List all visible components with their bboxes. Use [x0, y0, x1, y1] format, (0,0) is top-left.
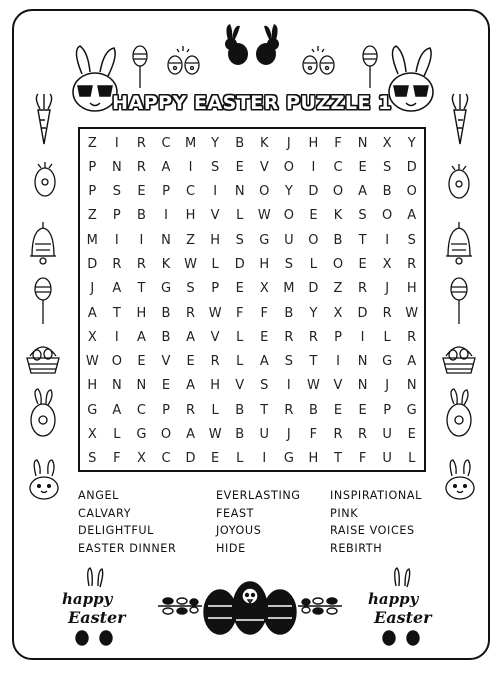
grid-letter: D — [87, 257, 98, 273]
grid-letter: W — [306, 378, 320, 394]
grid-letter: W — [405, 305, 419, 321]
grid-letter: I — [213, 184, 218, 200]
grid-letter: C — [136, 402, 146, 418]
bell-icon — [442, 218, 476, 266]
grid-letter: S — [284, 354, 293, 370]
grid-letter: L — [383, 329, 391, 345]
grid-letter: I — [385, 232, 390, 248]
word-list — [78, 487, 438, 557]
grid-letter: C — [333, 159, 343, 175]
bunny-face-icon — [440, 458, 480, 502]
grid-letter: H — [406, 281, 417, 297]
grid-letter: A — [407, 208, 417, 224]
grid-letter: J — [286, 135, 291, 151]
grid-letter: H — [210, 378, 221, 394]
grid-letter: Y — [407, 135, 416, 151]
grid-letter: V — [161, 354, 171, 370]
grid-letter: G — [382, 354, 393, 370]
grid-letter: R — [284, 329, 294, 345]
grid-letter: P — [162, 184, 170, 200]
grid-letter: N — [357, 354, 368, 370]
grid-letter: F — [358, 451, 367, 467]
grid-letter: I — [164, 208, 168, 224]
easter-text: Easter — [68, 608, 126, 627]
grid-letter: R — [112, 257, 122, 273]
word-item: ANGEL — [78, 489, 119, 502]
grid-letter: A — [186, 427, 196, 443]
grid-letter: P — [88, 184, 97, 200]
grid-letter: L — [113, 427, 121, 443]
grid-letter: L — [236, 451, 244, 467]
grid-letter: H — [259, 257, 270, 273]
easter-egg-icon — [163, 44, 205, 76]
grid-letter: R — [284, 402, 294, 418]
grid-letter: X — [333, 305, 343, 321]
easter-text: Easter — [374, 608, 432, 627]
grid-letter: J — [286, 427, 291, 443]
letter-grid — [80, 131, 424, 471]
laurel-icon — [156, 595, 204, 617]
grid-letter: P — [383, 402, 392, 418]
grid-letter: A — [136, 329, 146, 345]
grid-letter: E — [309, 208, 318, 224]
grid-letter: S — [112, 184, 121, 200]
grid-letter: T — [358, 232, 367, 248]
grid-letter: E — [260, 329, 269, 345]
word-item: REBIRTH — [330, 541, 383, 555]
word-item: JOYOUS — [216, 524, 262, 537]
grid-letter: F — [309, 427, 318, 443]
grid-letter: I — [114, 135, 119, 151]
grid-letter: S — [284, 257, 293, 273]
grid-letter: S — [211, 159, 220, 175]
grid-letter: Y — [211, 135, 220, 151]
word-item: PINK — [330, 506, 359, 520]
lollipop-egg-icon — [130, 44, 150, 90]
grid-letter: G — [259, 232, 270, 248]
chick-in-egg-icon — [200, 574, 300, 638]
grid-letter: G — [87, 402, 98, 418]
grid-letter: R — [382, 305, 392, 321]
grid-letter: W — [257, 208, 271, 224]
happy-easter-lettering-left — [56, 566, 134, 650]
grid-letter: O — [111, 354, 122, 370]
grid-letter: S — [260, 378, 269, 394]
grid-letter: D — [406, 159, 417, 175]
grid-letter: S — [88, 451, 97, 467]
word-column-1 — [78, 487, 176, 557]
grid-letter: A — [161, 159, 171, 175]
grid-letter: C — [186, 184, 196, 200]
grid-letter: I — [188, 159, 193, 175]
grid-letter: P — [112, 208, 121, 224]
grid-letter: O — [160, 427, 172, 443]
grid-letter: E — [137, 354, 146, 370]
grid-letter: R — [358, 281, 368, 297]
grid-letter: B — [382, 184, 392, 200]
grid-letter: B — [235, 402, 245, 418]
grid-letter: O — [332, 257, 344, 273]
easter-egg-icon — [298, 44, 340, 76]
grid-letter: G — [406, 402, 417, 418]
grid-letter: D — [357, 305, 368, 321]
grid-letter: B — [235, 135, 245, 151]
grid-letter: F — [235, 305, 244, 321]
grid-letter: H — [185, 208, 196, 224]
grid-letter: U — [284, 232, 294, 248]
carrot-icon — [446, 92, 474, 146]
grid-letter: I — [262, 451, 267, 467]
grid-letter: L — [236, 208, 244, 224]
word-column-3 — [330, 487, 422, 557]
grid-letter: E — [235, 281, 244, 297]
grid-letter: U — [382, 451, 392, 467]
grid-letter: E — [137, 184, 146, 200]
word-item: DELIGHTFUL — [78, 524, 154, 537]
grid-letter: B — [308, 402, 318, 418]
grid-letter: G — [136, 427, 147, 443]
grid-letter: W — [85, 354, 99, 370]
grid-letter: U — [382, 427, 392, 443]
basket-icon — [24, 338, 62, 376]
grid-letter: N — [234, 184, 245, 200]
lollipop-egg-icon — [360, 44, 380, 90]
grid-letter: E — [161, 378, 171, 394]
grid-letter: S — [186, 281, 195, 297]
easter-egg-icon — [446, 160, 472, 204]
laurel-icon — [296, 595, 344, 617]
grid-letter: B — [333, 232, 343, 248]
grid-letter: X — [259, 281, 269, 297]
word-item: EASTER DINNER — [78, 541, 177, 555]
grid-letter: N — [357, 135, 368, 151]
grid-letter: J — [90, 281, 95, 297]
grid-letter: O — [259, 184, 270, 200]
grid-letter: R — [358, 427, 368, 443]
grid-letter: E — [186, 354, 195, 370]
grid-letter: N — [136, 378, 147, 394]
grid-letter: E — [358, 257, 367, 273]
word-column-2 — [216, 487, 301, 557]
word-item: FEAST — [216, 506, 255, 520]
grid-letter: V — [210, 329, 220, 345]
grid-letter: A — [186, 378, 196, 394]
grid-letter: W — [208, 305, 222, 321]
grid-letter: L — [211, 402, 219, 418]
grid-letter: J — [385, 378, 390, 394]
grid-letter: S — [383, 159, 392, 175]
grid-letter: H — [136, 305, 147, 321]
grid-letter: K — [260, 135, 269, 151]
grid-letter: J — [385, 281, 390, 297]
grid-letter: V — [333, 378, 343, 394]
grid-letter: K — [161, 257, 171, 273]
grid-letter: P — [334, 329, 342, 345]
grid-letter: T — [309, 354, 318, 370]
grid-letter: A — [407, 354, 417, 370]
grid-letter: R — [308, 329, 318, 345]
lollipop-egg-icon — [448, 276, 470, 326]
grid-letter: A — [112, 281, 122, 297]
grid-letter: H — [87, 378, 98, 394]
grid-letter: R — [407, 329, 417, 345]
grid-letter: O — [283, 159, 294, 175]
grid-letter: F — [260, 305, 269, 321]
grid-letter: T — [112, 305, 121, 321]
grid-letter: D — [234, 257, 245, 273]
grid-letter: B — [284, 305, 294, 321]
grid-letter: D — [185, 451, 196, 467]
lollipop-egg-icon — [32, 276, 54, 326]
grid-letter: N — [111, 378, 122, 394]
grid-letter: N — [111, 159, 122, 175]
happy-text: happy — [368, 590, 419, 608]
grid-letter: H — [210, 232, 221, 248]
grid-letter: S — [407, 232, 416, 248]
grid-letter: S — [235, 232, 244, 248]
basket-icon — [440, 338, 478, 376]
grid-letter: I — [311, 159, 316, 175]
grid-letter: V — [259, 159, 269, 175]
grid-letter: L — [309, 257, 318, 273]
grid-letter: R — [186, 305, 196, 321]
grid-letter: L — [408, 451, 416, 467]
grid-letter: R — [186, 402, 196, 418]
carrot-icon — [30, 92, 58, 146]
grid-letter: N — [161, 232, 171, 248]
grid-letter: L — [211, 257, 219, 273]
grid-letter: R — [136, 257, 146, 273]
grid-letter: A — [358, 184, 368, 200]
grid-letter: T — [334, 451, 342, 467]
grid-letter: M — [86, 232, 98, 248]
grid-letter: Z — [186, 232, 196, 248]
grid-letter: T — [260, 402, 269, 418]
grid-letter: M — [184, 135, 197, 151]
puzzle-title: HAPPY EASTER PUZZLE 1 — [112, 92, 392, 114]
grid-letter: X — [382, 257, 392, 273]
grid-letter: I — [286, 378, 291, 394]
grid-letter: A — [112, 402, 122, 418]
grid-letter: N — [406, 378, 417, 394]
bunny-face-icon — [24, 458, 64, 502]
grid-letter: R — [136, 159, 146, 175]
chick-in-egg-icon — [28, 388, 58, 438]
grid-letter: P — [88, 159, 97, 175]
bunny-silhouette-icon — [218, 22, 288, 68]
word-item: RAISE VOICES — [330, 524, 415, 537]
grid-letter: E — [407, 427, 416, 443]
grid-letter: S — [358, 208, 367, 224]
grid-letter: R — [407, 257, 417, 273]
grid-letter: D — [308, 281, 319, 297]
grid-letter: C — [161, 451, 171, 467]
grid-letter: X — [87, 329, 97, 345]
grid-letter: V — [235, 378, 245, 394]
happy-easter-lettering-right — [362, 566, 442, 650]
grid-letter: H — [308, 135, 319, 151]
chick-in-egg-icon — [444, 388, 474, 438]
grid-letter: I — [139, 232, 144, 248]
happy-text: happy — [62, 590, 113, 608]
word-item: HIDE — [216, 541, 246, 555]
grid-letter: G — [283, 451, 294, 467]
grid-letter: B — [161, 305, 171, 321]
grid-letter: T — [137, 281, 146, 297]
grid-letter: E — [358, 402, 367, 418]
word-item: CALVARY — [78, 506, 132, 520]
grid-letter: I — [336, 354, 340, 370]
grid-letter: D — [308, 184, 319, 200]
grid-letter: P — [211, 281, 220, 297]
grid-letter: W — [208, 427, 222, 443]
grid-letter: R — [210, 354, 220, 370]
grid-letter: U — [259, 427, 270, 443]
grid-letter: E — [235, 159, 244, 175]
grid-letter: C — [161, 135, 171, 151]
grid-letter: B — [136, 208, 146, 224]
grid-letter: I — [114, 232, 119, 248]
grid-letter: F — [113, 451, 121, 467]
grid-letter: X — [87, 427, 97, 443]
grid-letter: L — [236, 354, 244, 370]
grid-letter: B — [235, 427, 245, 443]
word-item: INSPIRATIONAL — [330, 489, 422, 502]
grid-letter: R — [136, 135, 146, 151]
grid-letter: E — [333, 402, 343, 418]
grid-letter: V — [210, 208, 220, 224]
grid-letter: P — [162, 402, 170, 418]
grid-letter: G — [160, 281, 172, 297]
grid-letter: W — [184, 257, 197, 273]
grid-letter: Z — [87, 208, 97, 224]
grid-letter: H — [308, 451, 319, 467]
grid-letter: E — [211, 451, 220, 467]
grid-letter: X — [136, 451, 146, 467]
grid-letter: A — [186, 329, 196, 345]
grid-letter: X — [382, 135, 392, 151]
grid-letter: Y — [309, 305, 318, 321]
grid-letter: F — [334, 135, 342, 151]
grid-letter: M — [283, 281, 295, 297]
grid-letter: A — [259, 354, 269, 370]
grid-letter: O — [308, 232, 319, 248]
grid-letter: B — [161, 329, 171, 345]
grid-letter: O — [382, 208, 393, 224]
grid-letter: R — [333, 427, 343, 443]
grid-letter: O — [283, 208, 294, 224]
grid-letter: I — [114, 329, 119, 345]
grid-letter: A — [87, 305, 97, 321]
grid-letter: O — [332, 184, 344, 200]
grid-letter: L — [236, 329, 244, 345]
grid-letter: Z — [333, 281, 343, 297]
grid-letter: I — [360, 329, 365, 345]
word-item: EVERLASTING — [216, 489, 301, 502]
grid-letter: Y — [284, 184, 293, 200]
grid-letter: O — [406, 184, 417, 200]
grid-letter: N — [357, 378, 368, 394]
grid-letter: Z — [87, 135, 97, 151]
easter-egg-icon — [32, 158, 58, 202]
grid-letter: E — [358, 159, 367, 175]
grid-letter: K — [333, 208, 343, 224]
bell-icon — [26, 218, 60, 266]
